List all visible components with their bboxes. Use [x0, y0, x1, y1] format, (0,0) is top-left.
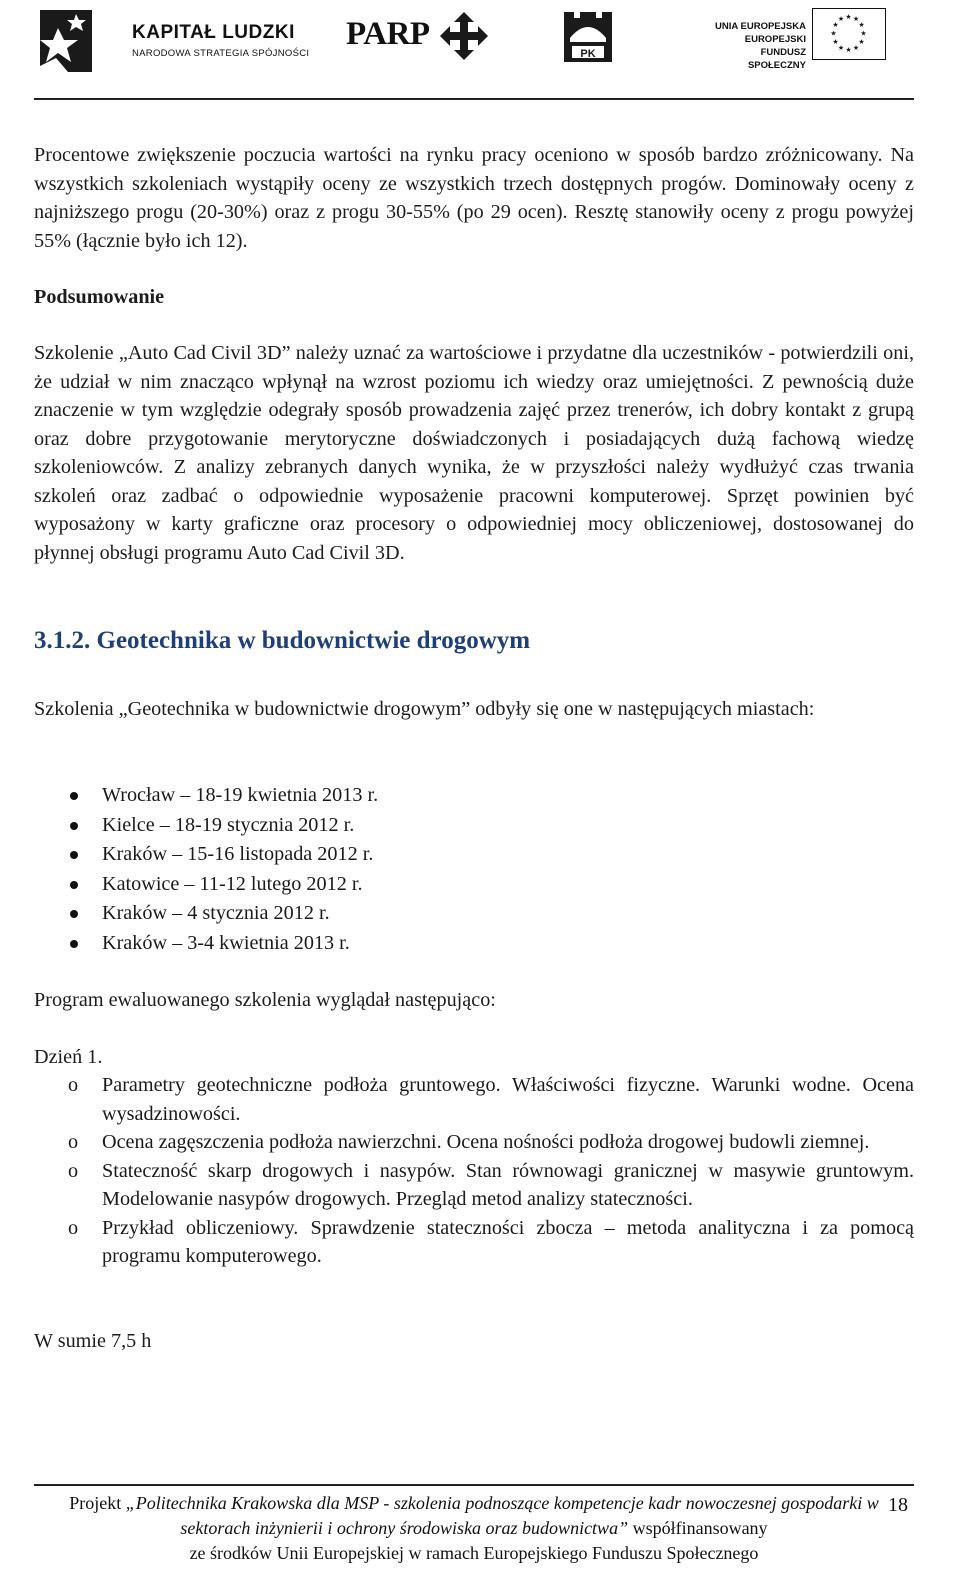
bullet-icon — [70, 881, 78, 889]
list-item — [34, 1071, 914, 1128]
svg-text:★: ★ — [830, 29, 837, 38]
program-entry: Stateczność skarp drogowych i nasypów. Stan równowagi granicznej w masywie gruntowym. Modelowanie nasypów drogowych. Przegląd metod analizy stateczności. — [102, 1159, 914, 1210]
svg-text:★: ★ — [832, 38, 839, 46]
kapital-ludzki-subtitle: NARODOWA STRATEGIA SPÓJNOŚCI — [132, 48, 310, 59]
unia-europejska-logo — [702, 8, 888, 71]
pk-crest-icon — [562, 8, 614, 64]
kapital-ludzki-logo — [34, 6, 310, 74]
svg-text:★: ★ — [858, 38, 865, 46]
circle-bullet-icon: o — [68, 1216, 79, 1239]
list-item — [34, 1157, 914, 1214]
parp-arrows-icon — [438, 10, 490, 62]
program-entry: Ocena zagęszczenia podłoża nawierzchni. Ocena nośności podłoża drogowej budowli ziemnej. — [102, 1131, 870, 1153]
page-footer — [34, 1491, 914, 1566]
list-item — [34, 811, 914, 841]
list-item — [34, 899, 914, 929]
bullet-icon — [70, 910, 78, 918]
svg-text:★: ★ — [837, 44, 845, 52]
footer-project-title: „Politechnika Krakowska dla MSP - szkolenia podnoszące kompetencje kadr nowoczesnej gospodarki w sektorach inżynierii i ochrony środowiska oraz budownictwa” — [125, 1493, 879, 1538]
svg-text:★: ★ — [845, 13, 852, 21]
page-number: 18 — [888, 1494, 908, 1516]
ue-line-2: EUROPEJSKI — [744, 34, 806, 45]
svg-text:★: ★ — [845, 46, 852, 54]
ue-line-3: FUNDUSZ SPOŁECZNY — [747, 47, 806, 71]
paragraph-text: Szkolenie „Auto Cad Civil 3D” należy uznać za wartościowe i przydatne dla uczestników - potwierdzili oni, że udział w nim znacząco wpłynął na wzrost poziomu ich wiedzy oraz umiejętności. Z pewnością duże znaczenie w tym względzie odegrały sposób prowadzenia zajęć przez trenerów, ich dobry kontakt z grupą oraz dobre przygotowanie merytoryczne doświadczonych i posiadających dużą fachową wiedzę szkoleniowców. Z analizy zebranych danych wynika, że w przyszłości należy wydłużyć czas trwania szkoleń oraz zadbać o odpowiednie wyposażenie pracowni komputerowej. Sprzęt powinien być wyposażony w karty graficzne oraz procesory o odpowiedniej mocy obliczeniowej, dostosowanej do płynnej obsługi programu Auto Cad Civil 3D. — [34, 342, 914, 564]
svg-text:★: ★ — [852, 44, 860, 52]
circle-bullet-icon: o — [68, 1159, 79, 1182]
ue-line-1: UNIA EUROPEJSKA — [715, 21, 806, 32]
parp-wordmark: PARP — [346, 16, 430, 52]
city-entry: Kraków – 4 stycznia 2012 r. — [102, 902, 330, 925]
svg-text:★: ★ — [860, 29, 867, 38]
cities-list — [34, 781, 914, 959]
paragraph-text: Program ewaluowanego szkolenia wyglądał następująco: — [34, 989, 496, 1011]
day-1-program-list — [34, 1071, 914, 1271]
section-title-text: 3.1.2. Geotechnika w budownictwie drogowym — [34, 627, 531, 654]
list-item — [34, 870, 914, 900]
city-entry: Kraków – 15-16 listopada 2012 r. — [102, 843, 374, 866]
politechnika-krakowska-logo — [562, 8, 614, 64]
footer-prefix: Projekt — [69, 1493, 126, 1513]
footer-suffix: współfinansowany — [628, 1518, 768, 1538]
bullet-icon — [70, 851, 78, 859]
list-item — [34, 1128, 914, 1157]
list-item — [34, 1214, 914, 1271]
kapital-ludzki-emblem-icon — [34, 6, 98, 74]
summary-heading — [34, 283, 914, 312]
city-entry: Kraków – 3-4 kwietnia 2013 r. — [102, 931, 350, 954]
list-item — [34, 781, 914, 811]
ue-fund-label — [702, 20, 806, 72]
footer-funding-line: ze środków Unii Europejskiej w ramach Europejskiego Funduszu Społecznego — [189, 1543, 759, 1563]
total-hours-text: W sumie 7,5 h — [34, 1330, 152, 1352]
program-entry: Przykład obliczeniowy. Sprawdzenie stateczności zbocza – metoda analityczna i za pomocą programu komputerowego. — [102, 1216, 914, 1267]
svg-text:★: ★ — [858, 21, 865, 29]
list-item — [34, 929, 914, 959]
day-label-text: Dzień 1. — [34, 1046, 103, 1068]
parp-logo — [346, 8, 496, 64]
kapital-ludzki-title: KAPITAŁ LUDZKI — [132, 22, 295, 43]
paragraph-evaluation — [34, 141, 914, 255]
city-entry: Wrocław – 18-19 kwietnia 2013 r. — [102, 784, 379, 806]
city-entry: Katowice – 11-12 lutego 2012 r. — [102, 872, 363, 895]
paragraph-text: Szkolenia „Geotechnika w budownictwie drogowym” odbyły się one w następujących miastach: — [34, 698, 815, 720]
svg-text:★: ★ — [832, 21, 839, 29]
svg-text:★: ★ — [837, 15, 845, 23]
circle-bullet-icon: o — [68, 1131, 79, 1153]
pk-letters: PK — [580, 48, 596, 60]
paragraph-program-intro — [34, 986, 914, 1015]
svg-text:★: ★ — [852, 15, 860, 23]
paragraph-summary — [34, 339, 914, 567]
paragraph-cities-intro — [34, 695, 914, 724]
city-entry: Kielce – 18-19 stycznia 2012 r. — [102, 813, 355, 836]
day-1-label — [34, 1043, 914, 1072]
circle-bullet-icon: o — [68, 1074, 79, 1096]
bullet-icon — [70, 792, 78, 800]
total-hours — [34, 1327, 914, 1356]
bullet-icon — [70, 940, 78, 948]
bullet-icon — [70, 822, 78, 830]
header-divider — [34, 98, 914, 100]
eu-flag-icon — [812, 8, 886, 60]
list-item — [34, 840, 914, 870]
paragraph-text: Procentowe zwiększenie poczucia wartości na rynku pracy oceniono w sposób bardzo zróżnicowany. Na wszystkich szkoleniach wystąpiły oceny ze wszystkich trzech dostępnych progów. Dominowały oceny z najniższego progu (20-30%) oraz z progu 30-55% (po 29 ocen). Resztę stanowiły oceny z progu powyżej 55% (łącznie było ich 12). — [34, 144, 914, 252]
section-title — [34, 626, 914, 656]
footer-divider — [34, 1484, 914, 1486]
program-entry: Parametry geotechniczne podłoża gruntowego. Właściwości fizyczne. Warunki wodne. Ocena wysadzinowości. — [102, 1074, 914, 1125]
summary-heading-text: Podsumowanie — [34, 286, 165, 308]
